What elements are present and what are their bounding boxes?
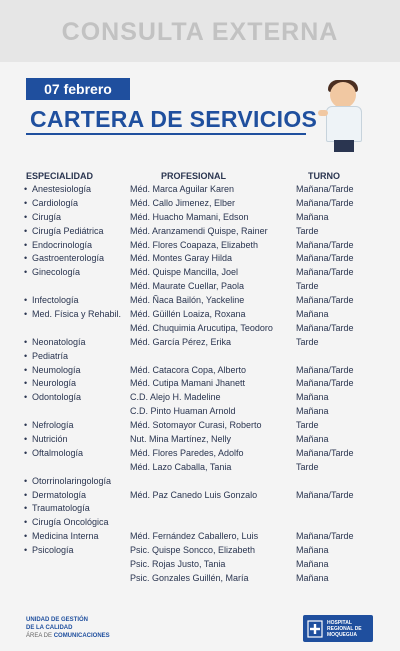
table-row [0,226,400,240]
row-especialidad: Neurología [32,378,77,389]
area-line [26,632,110,640]
row-bullet: • [24,420,28,431]
row-turno: Mañana/Tarde [296,489,354,500]
table-row [0,267,400,281]
header-profesional: PROFESIONAL [161,171,227,181]
services-table [0,184,400,587]
area-name: COMUNICACIONES [53,633,110,639]
row-profesional: Méd. Güillén Loaiza, Roxana [130,309,246,320]
row-especialidad: Odontología [32,392,82,403]
row-profesional: Méd. Callo Jimenez, Elber [130,197,236,208]
row-turno: Mañana/Tarde [296,447,354,458]
row-bullet: • [24,545,28,556]
row-bullet: • [24,475,28,486]
row-profesional: Psic. Quispe Soncco, Elizabeth [130,545,256,556]
row-especialidad: Otorrinolaringología [32,475,112,486]
row-profesional: C.D. Alejo H. Madeline [130,392,221,403]
row-turno: Mañana [296,406,329,417]
row-turno: Tarde [296,461,319,472]
row-profesional: Nut. Mina Martínez, Nelly [130,434,232,445]
row-especialidad: Cardiología [32,197,79,208]
title-underline [26,133,306,135]
page-header-title: CONSULTA EXTERNA [61,18,339,46]
table-row [0,420,400,434]
table-row [0,184,400,198]
hospital-name [327,620,362,638]
table-row [0,351,400,365]
row-turno: Mañana [296,211,329,222]
table-row [0,517,400,531]
row-profesional: Méd. Fernández Caballero, Luis [130,531,259,542]
row-turno: Mañana/Tarde [296,531,354,542]
table-row [0,253,400,267]
row-bullet: • [24,434,28,445]
row-especialidad: Med. Física y Rehabil. [32,309,122,320]
table-row [0,448,400,462]
row-profesional: Méd. Flores Paredes, Adolfo [130,447,244,458]
doctor-coat [326,106,362,142]
row-especialidad: Neonatología [32,336,86,347]
row-turno: Tarde [296,336,319,347]
table-row [0,378,400,392]
table-row [0,212,400,226]
row-especialidad: Cirugía Pediátrica [32,225,104,236]
row-especialidad: Cirugía Oncológica [32,517,109,528]
table-row [0,323,400,337]
row-profesional: Méd. Aranzamendi Quispe, Rainer [130,225,268,236]
row-especialidad: Oftalmología [32,447,84,458]
row-especialidad: Nutrición [32,434,68,445]
row-bullet: • [24,309,28,320]
table-row [0,198,400,212]
table-row [0,462,400,476]
row-bullet: • [24,267,28,278]
row-bullet: • [24,253,28,264]
row-profesional: Psic. Rojas Justo, Tania [130,559,226,570]
row-profesional: C.D. Pinto Huaman Arnold [130,406,236,417]
row-turno: Tarde [296,281,319,292]
row-bullet: • [24,295,28,306]
table-row [0,573,400,587]
row-turno: Mañana/Tarde [296,378,354,389]
row-bullet: • [24,378,28,389]
table-row [0,309,400,323]
hospital-line2: REGIONAL DE [327,625,362,632]
row-especialidad: Medicina Interna [32,531,99,542]
row-profesional: Méd. Paz Canedo Luis Gonzalo [130,489,258,500]
table-row [0,559,400,573]
date-badge: 07 febrero [26,78,130,100]
row-bullet: • [24,336,28,347]
row-bullet: • [24,392,28,403]
table-row [0,476,400,490]
doctor-arm [318,110,328,116]
row-turno: Mañana [296,545,329,556]
table-row [0,434,400,448]
header-bar [0,0,400,62]
row-bullet: • [24,225,28,236]
row-turno: Mañana/Tarde [296,267,354,278]
row-especialidad: Ginecología [32,267,81,278]
row-turno: Mañana/Tarde [296,364,354,375]
doctor-legs [334,140,354,152]
row-especialidad: Cirugía [32,211,62,222]
unit-line2: DE LA CALIDAD [26,625,73,631]
row-profesional: Méd. Quispe Mancilla, Joel [130,267,239,278]
hospital-line1: HOSPITAL [327,619,352,626]
table-row [0,392,400,406]
row-profesional: Méd. Cutipa Mamani Jhanett [130,378,246,389]
row-profesional: Méd. Lazo Caballa, Tania [130,461,232,472]
unit-line1: UNIDAD DE GESTIÓN [26,617,89,623]
table-row [0,490,400,504]
row-especialidad: Gastroenterología [32,253,105,264]
row-bullet: • [24,350,28,361]
table-row [0,240,400,254]
row-especialidad: Dermatología [32,489,87,500]
row-turno: Mañana/Tarde [296,322,354,333]
row-especialidad: Endocrinología [32,239,93,250]
row-profesional: Méd. Flores Coapaza, Elizabeth [130,239,259,250]
main-title: CARTERA DE SERVICIOS [30,106,318,132]
row-bullet: • [24,531,28,542]
row-especialidad: Psicología [32,545,74,556]
row-turno: Mañana [296,434,329,445]
row-especialidad: Anestesiología [32,184,92,194]
header-especialidad: ESPECIALIDAD [26,171,94,181]
row-bullet: • [24,239,28,250]
row-turno: Mañana [296,309,329,320]
row-profesional: Méd. Maurate Cuellar, Paola [130,281,245,292]
table-row [0,337,400,351]
row-profesional: Méd. Ñaca Bailón, Yackeline [130,295,245,306]
row-turno: Mañana/Tarde [296,239,354,250]
row-bullet: • [24,197,28,208]
row-turno: Mañana [296,392,329,403]
table-row [0,503,400,517]
row-profesional: Méd. Catacora Copa, Alberto [130,364,247,375]
row-turno: Mañana/Tarde [296,253,354,264]
row-especialidad: Neumología [32,364,81,375]
row-turno: Tarde [296,225,319,236]
row-especialidad: Infectología [32,295,79,306]
doctor-head [330,82,356,108]
row-turno: Mañana/Tarde [296,197,354,208]
quality-unit-logo [26,616,110,640]
row-profesional: Méd. Chuquimia Arucutipa, Teodoro [130,322,273,333]
row-especialidad: Pediatría [32,350,69,361]
area-prefix: ÁREA DE [26,633,54,639]
row-turno: Tarde [296,420,319,431]
row-bullet: • [24,503,28,514]
table-row [0,295,400,309]
row-especialidad: Traumatología [32,503,90,514]
row-turno: Mañana [296,572,329,583]
row-bullet: • [24,447,28,458]
row-bullet: • [24,517,28,528]
row-turno: Mañana [296,559,329,570]
row-profesional: Méd. Huacho Mamani, Edson [130,211,249,222]
row-profesional: Méd. García Pérez, Erika [130,336,232,347]
row-profesional: Psic. Gonzales Guillén, María [130,572,249,583]
hospital-logo-icon [307,620,323,638]
row-profesional: Méd. Marca Aguilar Karen [130,184,235,194]
table-row [0,531,400,545]
table-row [0,365,400,379]
row-especialidad: Nefrología [32,420,74,431]
table-row [0,406,400,420]
row-bullet: • [24,184,28,194]
row-bullet: • [24,211,28,222]
table-row [0,281,400,295]
doctor-icon [318,70,378,152]
header-turno: TURNO [308,171,340,181]
row-profesional: Méd. Sotomayor Curasi, Roberto [130,420,262,431]
row-bullet: • [24,489,28,500]
hospital-logo [303,615,373,642]
row-turno: Mañana/Tarde [296,184,354,194]
row-turno: Mañana/Tarde [296,295,354,306]
hospital-line3: MOQUEGUA [327,631,357,638]
table-row [0,545,400,559]
row-profesional: Méd. Montes Garay Hilda [130,253,233,264]
row-bullet: • [24,364,28,375]
